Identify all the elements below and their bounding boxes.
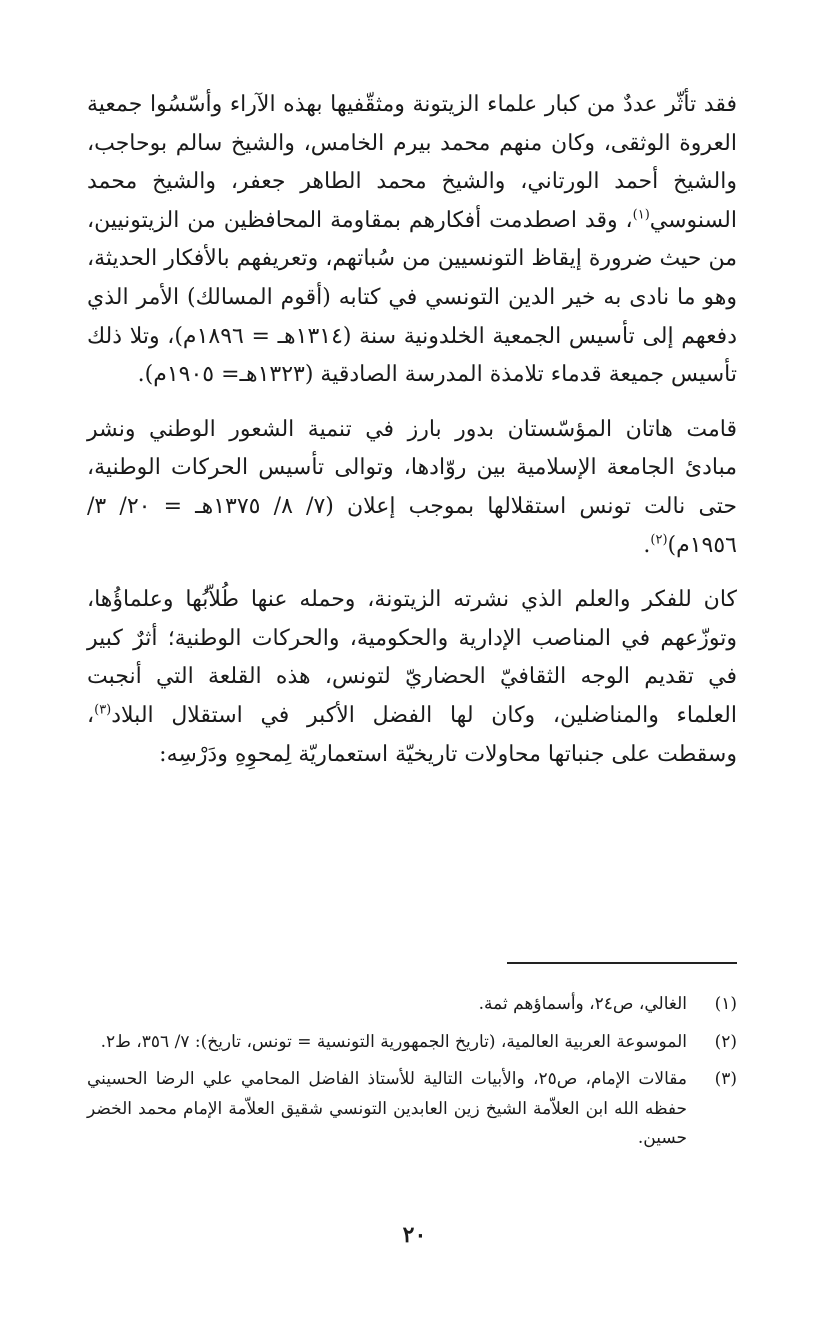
paragraph-3-text-a: كان للفكر والعلم الذي نشرته الزيتونة، وحمله عنها طُلاّبُها وعلماؤُها، وتوزّعهم في المناصب الإدارية والحكومية، والحركات الوطنية؛ أثرٌ كبير في تقديم الوجه الثقافيّ الحضاريّ لتونس، هذه القلعة التي أنجبت العلماء والمناضلين، وكان لها الفضل الأكبر في استقلال البلاد <box>87 587 737 728</box>
footnote-text: الغالي، ص٢٤، وأسماؤهم ثمة. <box>478 994 687 1014</box>
main-text <box>87 86 737 774</box>
paragraph-2 <box>87 411 737 565</box>
footnote-text: مقالات الإمام، ص٢٥، والأبيات التالية للأستاذ الفاضل المحامي علي الرضا الحسيني حفظه الله ابن العلاّمة الشيخ زين العابدين التونسي شقيق العلاّمة الإمام محمد الخضر حسين. <box>87 1069 687 1148</box>
paragraph-1-text-b: ، وقد اصطدمت أفكارهم بمقاومة المحافظين من الزيتونيين، من حيث ضرورة إيقاظ التونسيين من سُباتهم، وتعريفهم بالأفكار الحديثة، وهو ما نادى به خير الدين التونسي في كتابه (أقوم المسالك) الأمر الذي دفعهم إلى تأسيس الجمعية الخلدونية سنة (١٣١٤هـ = ١٨٩٦م)، وتلا ذلك تأسيس جميعة قدماء تلامذة المدرسة الصادقية (١٣٢٣هـ= ١٩٠٥م). <box>87 207 737 388</box>
footnote-ref-1[interactable]: (١) <box>632 207 650 223</box>
footnote-mark: (٢) <box>714 1031 737 1052</box>
paragraph-2-text-b: . <box>643 532 651 558</box>
paragraph-1 <box>87 86 737 395</box>
footnote-ref-2[interactable]: (٢) <box>650 532 668 548</box>
footnotes <box>87 990 737 1162</box>
footnote-2 <box>87 1028 737 1058</box>
footnote-text: الموسوعة العربية العالمية، (تاريخ الجمهورية التونسية = تونس، تاريخ): ٧/ ٣٥٦، ط٢. <box>100 1031 687 1052</box>
footnote-1 <box>87 990 737 1020</box>
footnote-divider <box>507 962 737 964</box>
paragraph-2-text-a: قامت هاتان المؤسّستان بدور بارز في تنمية الشعور الوطني ونشر مبادئ الجامعة الإسلامية بين روّادها، وتوالى تأسيس الحركات الوطنية، حتى نالت تونس استقلالها بموجب إعلان (٧/ ٨/ ١٣٧٥هـ = ٢٠/ ٣/ ١٩٥٦م) <box>87 416 738 558</box>
footnote-3 <box>87 1065 737 1154</box>
paragraph-3-text-b: ، وسقطت على جنباتها محاولات تاريخيّة استعماريّة لِمحوِهِ ودَرْسِه: <box>87 702 737 767</box>
page-number: ٢٠ <box>402 1222 427 1248</box>
paragraph-1-text-a: فقد تأثّر عددٌ من كبار علماء الزيتونة ومثقّفيها بهذه الآراء وأسّسُوا جمعية العروة الوثقى، وكان منهم محمد بيرم الخامس، والشيخ سالم بوحاجب، والشيخ أحمد الورتاني، والشيخ محمد الطاهر جعفر، والشيخ محمد السنوسي <box>87 92 737 233</box>
paragraph-3 <box>87 581 737 774</box>
footnote-mark: (٣) <box>714 1069 737 1089</box>
footnote-mark: (١) <box>714 994 737 1014</box>
footnote-ref-3[interactable]: (٣) <box>94 702 112 718</box>
